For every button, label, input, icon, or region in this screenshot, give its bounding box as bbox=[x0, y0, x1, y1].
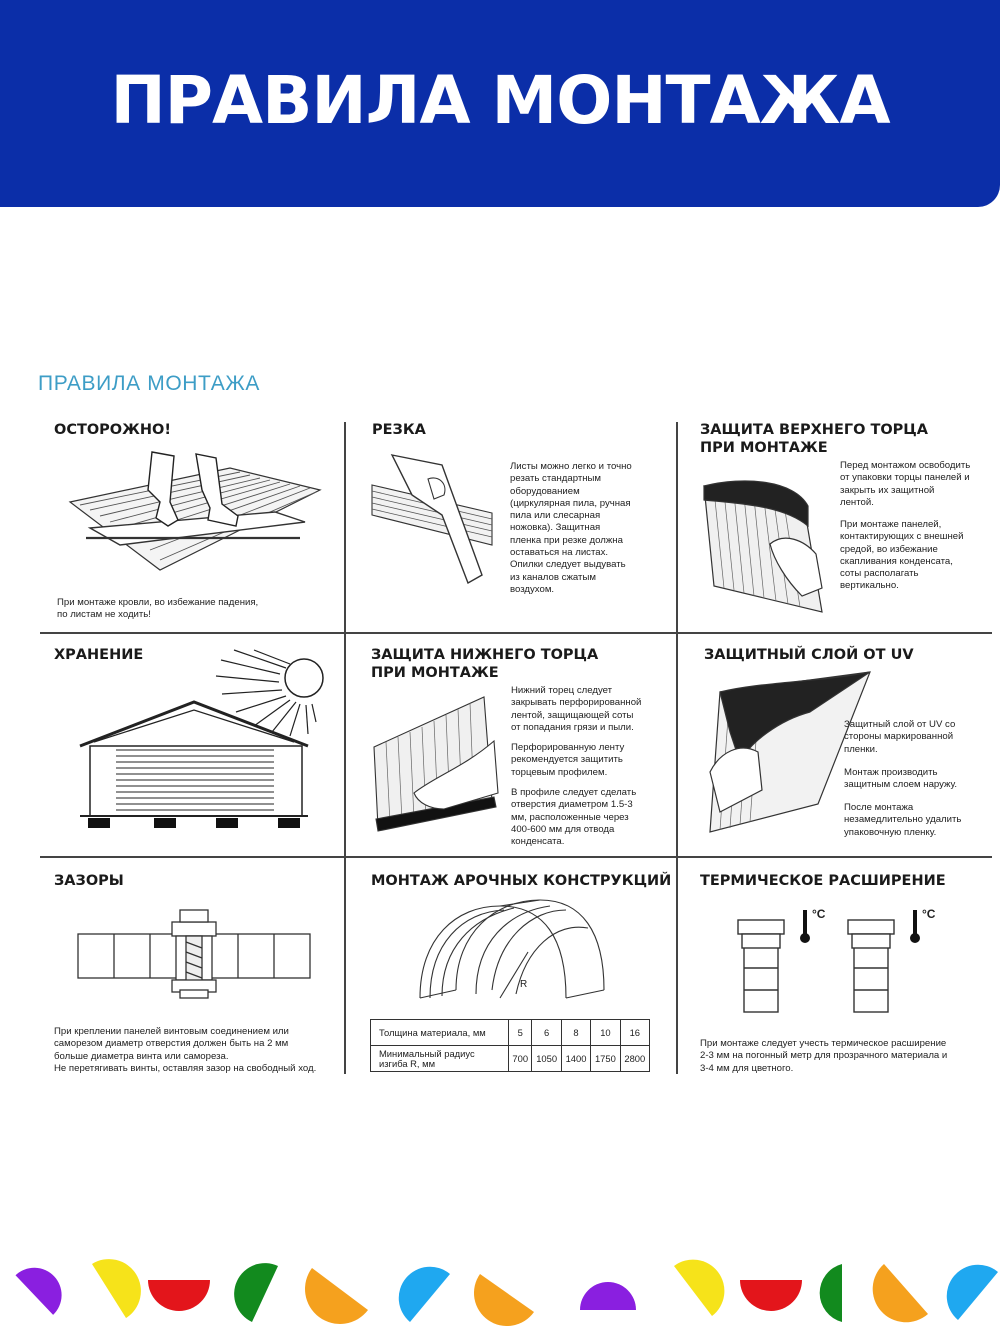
top-edge-tape-illustration bbox=[704, 476, 834, 616]
top-edge-text-2: При монтаже панелей, контактирующих с внешней средой, во избежание скапливания конденсата, соты располагать вертикально. bbox=[840, 519, 964, 592]
decor-shape-red bbox=[146, 1278, 212, 1314]
uv-text-1: Защитный слой от UV со стороны маркированной пленки. bbox=[844, 719, 956, 755]
decor-shape-blue bbox=[400, 1270, 454, 1326]
table-cell: 16 bbox=[620, 1020, 649, 1046]
thermal-unit-right: °C bbox=[922, 907, 936, 921]
bottom-edge-text-1: Нижний торец следует закрывать перфорированной лентой, защищающей соты от попадания грязи и пыли. bbox=[511, 685, 642, 733]
cutting-title: РЕЗКА bbox=[372, 422, 426, 438]
radius-row-label: Минимальный радиус изгиба R, мм bbox=[371, 1046, 509, 1072]
screw-joint-illustration bbox=[76, 908, 312, 1000]
walking-on-sheets-illustration bbox=[60, 450, 330, 585]
grid-divider-v1 bbox=[344, 422, 346, 1074]
arch-title: МОНТАЖ АРОЧНЫХ КОНСТРУКЦИЙ bbox=[371, 873, 672, 889]
table-cell: 2800 bbox=[620, 1046, 649, 1072]
caution-text: При монтаже кровли, во избежание падения, по листам не ходить! bbox=[57, 597, 259, 621]
saw-cutting-illustration bbox=[372, 455, 500, 590]
decor-shape-green bbox=[234, 1264, 284, 1324]
thermal-unit-left: °C bbox=[812, 907, 826, 921]
arch-greenhouse-illustration bbox=[416, 898, 608, 1002]
uv-title: ЗАЩИТНЫЙ СЛОЙ ОТ UV bbox=[704, 647, 914, 663]
thermal-expansion-illustration bbox=[736, 906, 946, 1018]
table-cell: 5 bbox=[509, 1020, 532, 1046]
table-cell: 1050 bbox=[532, 1046, 561, 1072]
grid-divider-h1 bbox=[40, 632, 992, 634]
bottom-edge-title-line2: ПРИ МОНТАЖЕ bbox=[371, 665, 499, 681]
header-banner bbox=[0, 0, 1000, 207]
storage-title: ХРАНЕНИЕ bbox=[54, 647, 144, 663]
decor-shape-yellow bbox=[82, 1262, 134, 1324]
uv-text-3: После монтажа незамедлительно удалить упаковочную пленку. bbox=[844, 802, 962, 838]
decor-shape-orange bbox=[308, 1266, 370, 1316]
page-title: ПРАВИЛА МОНТАЖА bbox=[110, 62, 890, 139]
table-cell: 700 bbox=[509, 1046, 532, 1072]
caution-title: ОСТОРОЖНО! bbox=[54, 422, 171, 438]
grid-divider-v2 bbox=[676, 422, 678, 1074]
bottom-edge-text-2: Перфорированную ленту рекомендуется защитить торцевым профилем. bbox=[511, 742, 625, 778]
top-edge-title-line1: ЗАЩИТА ВЕРХНЕГО ТОРЦА bbox=[700, 422, 928, 438]
decor-shape-orange-2 bbox=[476, 1270, 536, 1318]
table-cell: 10 bbox=[591, 1020, 620, 1046]
top-edge-title-line2: ПРИ МОНТАЖЕ bbox=[700, 440, 828, 456]
thickness-row-label: Толщина материала, мм bbox=[371, 1020, 509, 1046]
decor-shape-yellow-2 bbox=[664, 1264, 716, 1324]
table-cell: 8 bbox=[561, 1020, 590, 1046]
storage-shed-illustration bbox=[76, 650, 332, 832]
decor-shape-purple-2 bbox=[578, 1278, 638, 1312]
thermal-text: При монтаже следует учесть термическое расширение 2-3 мм на погонный метр для прозрачного материала и 3-4 мм для цветного. bbox=[700, 1038, 948, 1074]
decor-shape-orange-3 bbox=[876, 1262, 932, 1320]
arch-radius-label: R bbox=[520, 979, 528, 990]
thermal-title: ТЕРМИЧЕСКОЕ РАСШИРЕНИЕ bbox=[700, 873, 946, 889]
section-subtitle: ПРАВИЛА МОНТАЖА bbox=[38, 372, 260, 395]
grid-divider-h2 bbox=[40, 856, 992, 858]
decor-shape-green-2 bbox=[812, 1262, 846, 1324]
table-cell: 1400 bbox=[561, 1046, 590, 1072]
table-row bbox=[371, 1046, 650, 1072]
bottom-edge-title-line1: ЗАЩИТА НИЖНЕГО ТОРЦА bbox=[371, 647, 599, 663]
decor-shape-blue-2 bbox=[950, 1268, 1000, 1324]
gaps-text: При креплении панелей винтовым соединением или саморезом диаметр отверстия должен быть на 2 мм больше диаметра винта или самореза. Не перетягивать винты, оставляя зазор на свободный ход. bbox=[54, 1026, 317, 1074]
bend-radius-table bbox=[370, 1019, 650, 1072]
decor-shape-purple bbox=[8, 1268, 60, 1324]
cutting-text: Листы можно легко и точно резать стандартным оборудованием (циркулярная пила, ручная пила или слесарная ножовка). Защитная пленка при резке должна оставаться на листах. Опилки следует выдувать из каналов сжатым воздухом. bbox=[510, 461, 632, 595]
bottom-edge-text-3: В профиле следует сделать отверстия диаметром 1.5-3 мм, расположенные через 400-600 мм для отвода конденсата. bbox=[511, 787, 637, 848]
decor-shape-red-2 bbox=[738, 1278, 804, 1314]
table-row bbox=[371, 1020, 650, 1046]
uv-text-2: Монтаж производить защитным слоем наружу. bbox=[844, 767, 958, 791]
table-cell: 1750 bbox=[591, 1046, 620, 1072]
top-edge-text-1: Перед монтажом освободить от упаковки торцы панелей и закрыть их защитной лентой. bbox=[840, 460, 971, 508]
bottom-edge-tape-illustration bbox=[374, 697, 502, 832]
gaps-title: ЗАЗОРЫ bbox=[54, 873, 124, 889]
table-cell: 6 bbox=[532, 1020, 561, 1046]
